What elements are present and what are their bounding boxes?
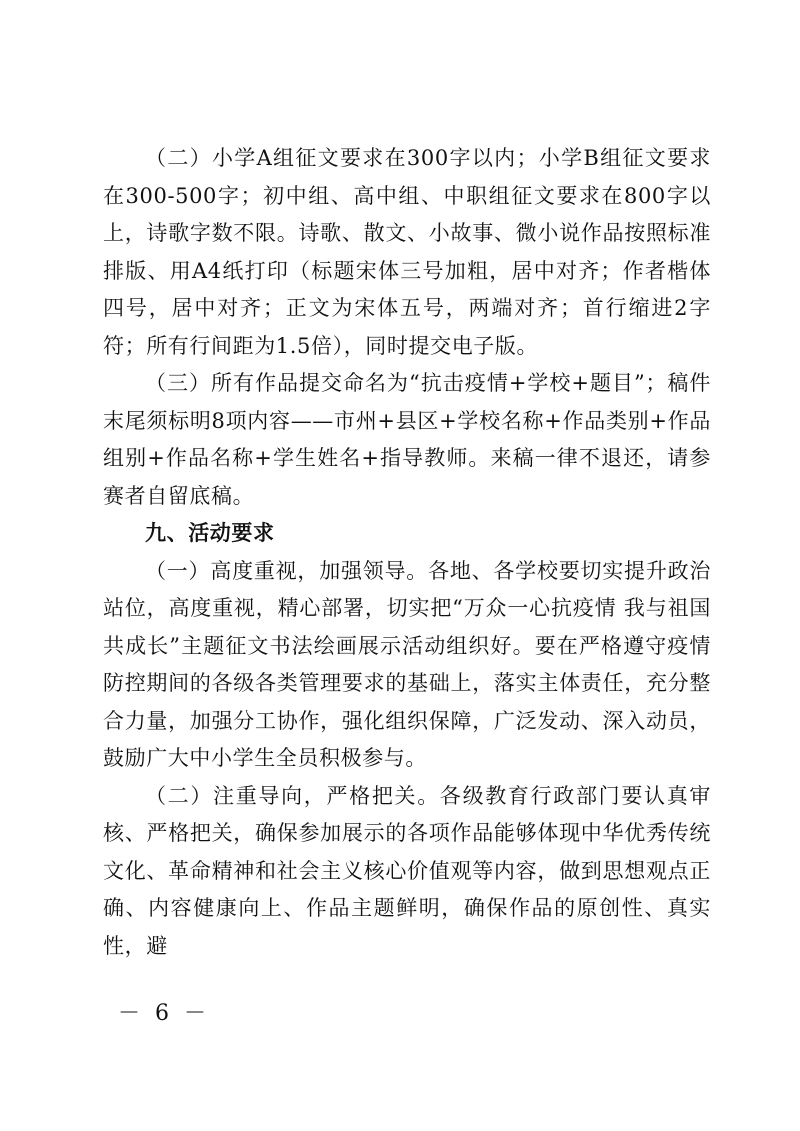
page-body <box>103 140 711 965</box>
paragraph-word-limits: （二）小学A组征文要求在300字以内；小学B组征文要求在300-500字；初中组、高中组、中职组征文要求在800字以上，诗歌字数不限。诗歌、散文、小故事、微小说作品按照标准排版、用A4纸打印（标题宋体三号加粗，居中对齐；作者楷体四号，居中对齐；正文为宋体五号，两端对齐；首行缩进2字符；所有行间距为1.5倍），同时提交电子版。 <box>103 146 711 358</box>
page-number: － 6 － <box>118 1001 210 1026</box>
paragraph-leadership: （一）高度重视，加强领导。各地、各学校要切实提升政治站位，高度重视，精心部署，切实把“万众一心抗疫情 我与祖国共成长”主题征文书法绘画展示活动组织好。要在严格遵守疫情防控期间的各级各类管理要求的基础上，落实主体责任，充分整合力量，加强分工协作，强化组织保障，广泛发动、深入动员，鼓励广大中小学生全员积极参与。 <box>103 558 711 770</box>
paragraph-file-naming: （三）所有作品提交命名为“抗击疫情+学校+题目”；稿件末尾须标明8项内容——市州+县区+学校名称+作品类别+作品组别+作品名称+学生姓名+指导教师。来稿一律不退还，请参赛者自留底稿。 <box>103 371 711 508</box>
paragraph-guidance: （二）注重导向，严格把关。各级教育行政部门要认真审核、严格把关，确保参加展示的各项作品能够体现中华优秀传统文化、革命精神和社会主义核心价值观等内容，做到思想观点正确、内容健康向上、作品主题鲜明，确保作品的原创性、真实性，避 <box>103 783 711 958</box>
section-heading: 九、活动要求 <box>145 521 275 545</box>
